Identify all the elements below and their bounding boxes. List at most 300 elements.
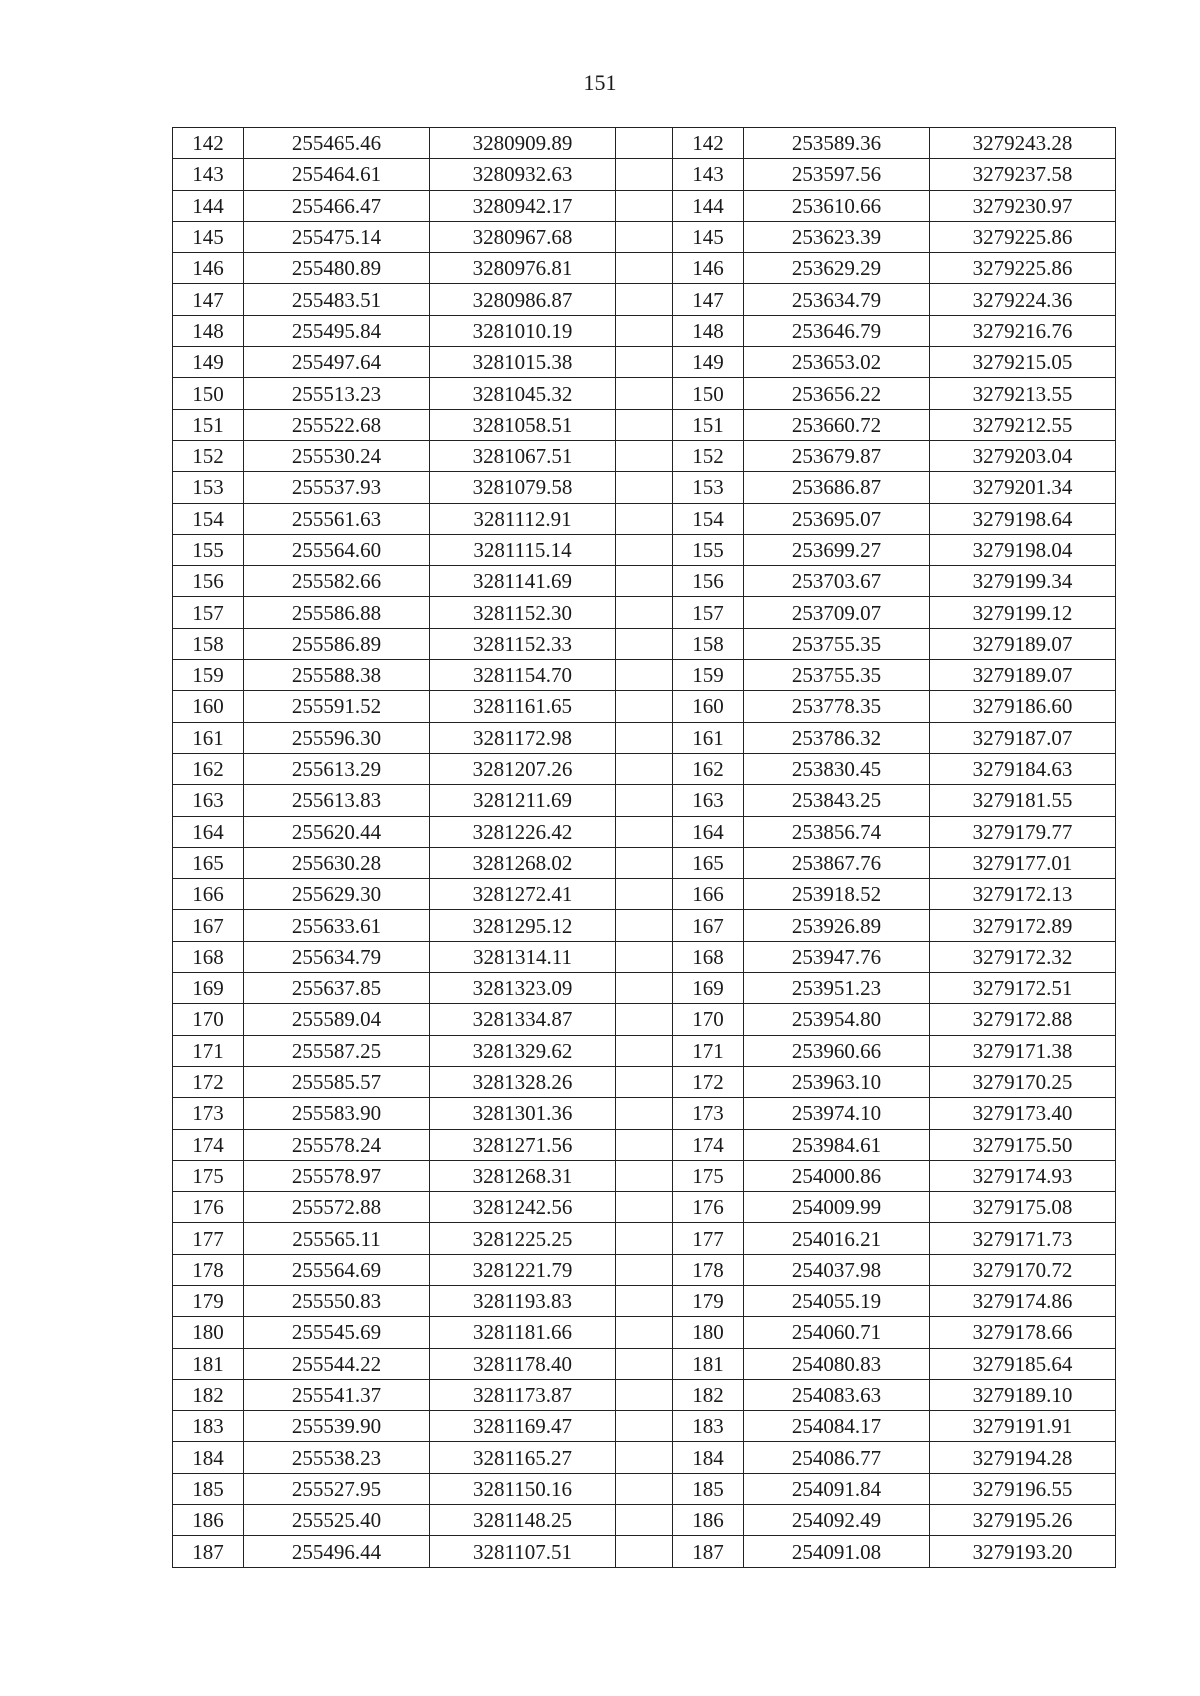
right-x-coordinate-cell: 253984.61 — [744, 1129, 930, 1160]
left-y-coordinate-cell: 3281225.25 — [430, 1223, 616, 1254]
right-point-number-cell: 184 — [673, 1442, 744, 1473]
left-point-number-cell: 148 — [173, 315, 244, 346]
left-x-coordinate-cell: 255564.60 — [244, 534, 430, 565]
left-point-number-cell: 185 — [173, 1473, 244, 1504]
spacer-cell — [616, 722, 673, 753]
right-point-number-cell: 176 — [673, 1192, 744, 1223]
right-y-coordinate-cell: 3279174.86 — [930, 1285, 1116, 1316]
right-y-coordinate-cell: 3279198.64 — [930, 503, 1116, 534]
table-row — [173, 159, 1116, 190]
right-point-number-cell: 177 — [673, 1223, 744, 1254]
right-y-coordinate-cell: 3279175.50 — [930, 1129, 1116, 1160]
left-y-coordinate-cell: 3281015.38 — [430, 347, 616, 378]
left-point-number-cell: 184 — [173, 1442, 244, 1473]
left-y-coordinate-cell: 3281329.62 — [430, 1035, 616, 1066]
right-x-coordinate-cell: 253610.66 — [744, 190, 930, 221]
left-y-coordinate-cell: 3281268.31 — [430, 1160, 616, 1191]
left-point-number-cell: 150 — [173, 378, 244, 409]
left-y-coordinate-cell: 3281334.87 — [430, 1004, 616, 1035]
spacer-cell — [616, 691, 673, 722]
right-point-number-cell: 178 — [673, 1254, 744, 1285]
right-point-number-cell: 171 — [673, 1035, 744, 1066]
spacer-cell — [616, 597, 673, 628]
table-row — [173, 785, 1116, 816]
right-x-coordinate-cell: 253634.79 — [744, 284, 930, 315]
right-x-coordinate-cell: 254080.83 — [744, 1348, 930, 1379]
right-x-coordinate-cell: 253686.87 — [744, 472, 930, 503]
spacer-cell — [616, 1129, 673, 1160]
left-point-number-cell: 144 — [173, 190, 244, 221]
table-row — [173, 816, 1116, 847]
left-y-coordinate-cell: 3281067.51 — [430, 440, 616, 471]
right-point-number-cell: 185 — [673, 1473, 744, 1504]
left-x-coordinate-cell: 255527.95 — [244, 1473, 430, 1504]
left-y-coordinate-cell: 3281272.41 — [430, 879, 616, 910]
right-y-coordinate-cell: 3279213.55 — [930, 378, 1116, 409]
spacer-cell — [616, 347, 673, 378]
right-point-number-cell: 187 — [673, 1536, 744, 1567]
table-row — [173, 1192, 1116, 1223]
table-row — [173, 1348, 1116, 1379]
table-row — [173, 284, 1116, 315]
left-y-coordinate-cell: 3281271.56 — [430, 1129, 616, 1160]
right-y-coordinate-cell: 3279179.77 — [930, 816, 1116, 847]
right-point-number-cell: 158 — [673, 628, 744, 659]
left-point-number-cell: 183 — [173, 1411, 244, 1442]
right-point-number-cell: 174 — [673, 1129, 744, 1160]
left-x-coordinate-cell: 255541.37 — [244, 1379, 430, 1410]
right-x-coordinate-cell: 253951.23 — [744, 973, 930, 1004]
spacer-cell — [616, 1285, 673, 1316]
left-point-number-cell: 169 — [173, 973, 244, 1004]
right-y-coordinate-cell: 3279177.01 — [930, 847, 1116, 878]
right-point-number-cell: 183 — [673, 1411, 744, 1442]
left-x-coordinate-cell: 255497.64 — [244, 347, 430, 378]
table-row — [173, 440, 1116, 471]
left-point-number-cell: 156 — [173, 566, 244, 597]
right-y-coordinate-cell: 3279237.58 — [930, 159, 1116, 190]
right-point-number-cell: 175 — [673, 1160, 744, 1191]
spacer-cell — [616, 284, 673, 315]
right-x-coordinate-cell: 254000.86 — [744, 1160, 930, 1191]
right-point-number-cell: 169 — [673, 973, 744, 1004]
left-x-coordinate-cell: 255545.69 — [244, 1317, 430, 1348]
left-x-coordinate-cell: 255483.51 — [244, 284, 430, 315]
table-row — [173, 534, 1116, 565]
table-row — [173, 1411, 1116, 1442]
right-point-number-cell: 157 — [673, 597, 744, 628]
left-x-coordinate-cell: 255586.89 — [244, 628, 430, 659]
table-row — [173, 409, 1116, 440]
spacer-cell — [616, 440, 673, 471]
left-x-coordinate-cell: 255480.89 — [244, 253, 430, 284]
right-y-coordinate-cell: 3279186.60 — [930, 691, 1116, 722]
right-y-coordinate-cell: 3279189.10 — [930, 1379, 1116, 1410]
spacer-cell — [616, 941, 673, 972]
right-x-coordinate-cell: 253918.52 — [744, 879, 930, 910]
left-y-coordinate-cell: 3281173.87 — [430, 1379, 616, 1410]
left-point-number-cell: 154 — [173, 503, 244, 534]
left-x-coordinate-cell: 255525.40 — [244, 1505, 430, 1536]
spacer-cell — [616, 128, 673, 159]
right-x-coordinate-cell: 253926.89 — [744, 910, 930, 941]
table-row — [173, 1223, 1116, 1254]
right-point-number-cell: 153 — [673, 472, 744, 503]
left-x-coordinate-cell: 255578.97 — [244, 1160, 430, 1191]
table-row — [173, 315, 1116, 346]
spacer-cell — [616, 534, 673, 565]
right-point-number-cell: 145 — [673, 221, 744, 252]
left-y-coordinate-cell: 3281045.32 — [430, 378, 616, 409]
left-x-coordinate-cell: 255561.63 — [244, 503, 430, 534]
right-point-number-cell: 173 — [673, 1098, 744, 1129]
left-point-number-cell: 158 — [173, 628, 244, 659]
left-y-coordinate-cell: 3281211.69 — [430, 785, 616, 816]
left-point-number-cell: 145 — [173, 221, 244, 252]
right-x-coordinate-cell: 253597.56 — [744, 159, 930, 190]
right-x-coordinate-cell: 254083.63 — [744, 1379, 930, 1410]
spacer-cell — [616, 503, 673, 534]
table-row — [173, 597, 1116, 628]
left-y-coordinate-cell: 3281165.27 — [430, 1442, 616, 1473]
right-point-number-cell: 146 — [673, 253, 744, 284]
left-x-coordinate-cell: 255637.85 — [244, 973, 430, 1004]
table-row — [173, 973, 1116, 1004]
right-point-number-cell: 172 — [673, 1066, 744, 1097]
left-y-coordinate-cell: 3281169.47 — [430, 1411, 616, 1442]
right-x-coordinate-cell: 253867.76 — [744, 847, 930, 878]
table-row — [173, 1129, 1116, 1160]
right-y-coordinate-cell: 3279181.55 — [930, 785, 1116, 816]
right-y-coordinate-cell: 3279175.08 — [930, 1192, 1116, 1223]
right-x-coordinate-cell: 253623.39 — [744, 221, 930, 252]
right-x-coordinate-cell: 253653.02 — [744, 347, 930, 378]
left-point-number-cell: 142 — [173, 128, 244, 159]
spacer-cell — [616, 1004, 673, 1035]
table-row — [173, 1505, 1116, 1536]
right-x-coordinate-cell: 254084.17 — [744, 1411, 930, 1442]
right-x-coordinate-cell: 253703.67 — [744, 566, 930, 597]
left-point-number-cell: 170 — [173, 1004, 244, 1035]
spacer-cell — [616, 1348, 673, 1379]
left-y-coordinate-cell: 3281181.66 — [430, 1317, 616, 1348]
left-y-coordinate-cell: 3280967.68 — [430, 221, 616, 252]
right-x-coordinate-cell: 253954.80 — [744, 1004, 930, 1035]
right-point-number-cell: 143 — [673, 159, 744, 190]
left-x-coordinate-cell: 255613.29 — [244, 753, 430, 784]
right-y-coordinate-cell: 3279170.72 — [930, 1254, 1116, 1285]
right-y-coordinate-cell: 3279225.86 — [930, 253, 1116, 284]
right-y-coordinate-cell: 3279174.93 — [930, 1160, 1116, 1191]
left-x-coordinate-cell: 255634.79 — [244, 941, 430, 972]
left-y-coordinate-cell: 3281295.12 — [430, 910, 616, 941]
left-x-coordinate-cell: 255586.88 — [244, 597, 430, 628]
left-x-coordinate-cell: 255466.47 — [244, 190, 430, 221]
right-x-coordinate-cell: 254055.19 — [744, 1285, 930, 1316]
right-point-number-cell: 166 — [673, 879, 744, 910]
coordinates-table — [172, 127, 1116, 1568]
spacer-cell — [616, 1066, 673, 1097]
left-point-number-cell: 174 — [173, 1129, 244, 1160]
table-row — [173, 1066, 1116, 1097]
right-point-number-cell: 161 — [673, 722, 744, 753]
left-x-coordinate-cell: 255495.84 — [244, 315, 430, 346]
left-point-number-cell: 165 — [173, 847, 244, 878]
left-y-coordinate-cell: 3281242.56 — [430, 1192, 616, 1223]
left-y-coordinate-cell: 3281314.11 — [430, 941, 616, 972]
spacer-cell — [616, 378, 673, 409]
table-row — [173, 472, 1116, 503]
right-x-coordinate-cell: 253695.07 — [744, 503, 930, 534]
left-point-number-cell: 143 — [173, 159, 244, 190]
left-point-number-cell: 147 — [173, 284, 244, 315]
right-x-coordinate-cell: 254060.71 — [744, 1317, 930, 1348]
left-y-coordinate-cell: 3280942.17 — [430, 190, 616, 221]
right-x-coordinate-cell: 253589.36 — [744, 128, 930, 159]
right-point-number-cell: 149 — [673, 347, 744, 378]
left-point-number-cell: 171 — [173, 1035, 244, 1066]
spacer-cell — [616, 1536, 673, 1567]
left-point-number-cell: 186 — [173, 1505, 244, 1536]
left-x-coordinate-cell: 255564.69 — [244, 1254, 430, 1285]
spacer-cell — [616, 1098, 673, 1129]
left-x-coordinate-cell: 255530.24 — [244, 440, 430, 471]
table-row — [173, 1473, 1116, 1504]
right-x-coordinate-cell: 253699.27 — [744, 534, 930, 565]
left-y-coordinate-cell: 3281301.36 — [430, 1098, 616, 1129]
left-point-number-cell: 160 — [173, 691, 244, 722]
left-point-number-cell: 159 — [173, 660, 244, 691]
table-row — [173, 1285, 1116, 1316]
right-point-number-cell: 186 — [673, 1505, 744, 1536]
spacer-cell — [616, 660, 673, 691]
left-point-number-cell: 155 — [173, 534, 244, 565]
left-point-number-cell: 182 — [173, 1379, 244, 1410]
left-point-number-cell: 172 — [173, 1066, 244, 1097]
spacer-cell — [616, 190, 673, 221]
right-y-coordinate-cell: 3279201.34 — [930, 472, 1116, 503]
left-point-number-cell: 151 — [173, 409, 244, 440]
left-point-number-cell: 177 — [173, 1223, 244, 1254]
spacer-cell — [616, 1223, 673, 1254]
left-x-coordinate-cell: 255550.83 — [244, 1285, 430, 1316]
right-point-number-cell: 156 — [673, 566, 744, 597]
right-x-coordinate-cell: 254009.99 — [744, 1192, 930, 1223]
right-y-coordinate-cell: 3279194.28 — [930, 1442, 1116, 1473]
right-x-coordinate-cell: 253843.25 — [744, 785, 930, 816]
left-x-coordinate-cell: 255522.68 — [244, 409, 430, 440]
left-y-coordinate-cell: 3281172.98 — [430, 722, 616, 753]
left-x-coordinate-cell: 255544.22 — [244, 1348, 430, 1379]
right-y-coordinate-cell: 3279224.36 — [930, 284, 1116, 315]
left-point-number-cell: 167 — [173, 910, 244, 941]
right-y-coordinate-cell: 3279172.89 — [930, 910, 1116, 941]
left-y-coordinate-cell: 3281079.58 — [430, 472, 616, 503]
right-y-coordinate-cell: 3279189.07 — [930, 628, 1116, 659]
right-y-coordinate-cell: 3279172.32 — [930, 941, 1116, 972]
spacer-cell — [616, 1411, 673, 1442]
left-y-coordinate-cell: 3281150.16 — [430, 1473, 616, 1504]
left-point-number-cell: 161 — [173, 722, 244, 753]
table-row — [173, 1442, 1116, 1473]
left-point-number-cell: 166 — [173, 879, 244, 910]
right-point-number-cell: 151 — [673, 409, 744, 440]
spacer-cell — [616, 973, 673, 1004]
table-row — [173, 221, 1116, 252]
table-row — [173, 910, 1116, 941]
spacer-cell — [616, 1192, 673, 1223]
left-x-coordinate-cell: 255587.25 — [244, 1035, 430, 1066]
right-x-coordinate-cell: 253947.76 — [744, 941, 930, 972]
right-y-coordinate-cell: 3279230.97 — [930, 190, 1116, 221]
spacer-cell — [616, 1473, 673, 1504]
left-point-number-cell: 152 — [173, 440, 244, 471]
spacer-cell — [616, 1442, 673, 1473]
right-y-coordinate-cell: 3279185.64 — [930, 1348, 1116, 1379]
table-row — [173, 1004, 1116, 1035]
table-row — [173, 660, 1116, 691]
table-row — [173, 1379, 1116, 1410]
left-y-coordinate-cell: 3281207.26 — [430, 753, 616, 784]
right-x-coordinate-cell: 254091.84 — [744, 1473, 930, 1504]
left-x-coordinate-cell: 255539.90 — [244, 1411, 430, 1442]
left-x-coordinate-cell: 255572.88 — [244, 1192, 430, 1223]
right-x-coordinate-cell: 253963.10 — [744, 1066, 930, 1097]
spacer-cell — [616, 847, 673, 878]
spacer-cell — [616, 816, 673, 847]
left-y-coordinate-cell: 3281178.40 — [430, 1348, 616, 1379]
right-x-coordinate-cell: 253960.66 — [744, 1035, 930, 1066]
table-row — [173, 879, 1116, 910]
right-x-coordinate-cell: 254016.21 — [744, 1223, 930, 1254]
right-y-coordinate-cell: 3279199.34 — [930, 566, 1116, 597]
spacer-cell — [616, 753, 673, 784]
right-point-number-cell: 160 — [673, 691, 744, 722]
left-point-number-cell: 187 — [173, 1536, 244, 1567]
right-y-coordinate-cell: 3279184.63 — [930, 753, 1116, 784]
right-y-coordinate-cell: 3279178.66 — [930, 1317, 1116, 1348]
left-point-number-cell: 153 — [173, 472, 244, 503]
right-x-coordinate-cell: 253660.72 — [744, 409, 930, 440]
right-x-coordinate-cell: 253656.22 — [744, 378, 930, 409]
right-x-coordinate-cell: 253786.32 — [744, 722, 930, 753]
table-row — [173, 722, 1116, 753]
table-row — [173, 190, 1116, 221]
right-x-coordinate-cell: 254037.98 — [744, 1254, 930, 1285]
right-x-coordinate-cell: 253646.79 — [744, 315, 930, 346]
table-row — [173, 753, 1116, 784]
spacer-cell — [616, 315, 673, 346]
left-x-coordinate-cell: 255583.90 — [244, 1098, 430, 1129]
spacer-cell — [616, 409, 673, 440]
right-point-number-cell: 180 — [673, 1317, 744, 1348]
left-y-coordinate-cell: 3280976.81 — [430, 253, 616, 284]
left-x-coordinate-cell: 255465.46 — [244, 128, 430, 159]
table-row — [173, 691, 1116, 722]
right-y-coordinate-cell: 3279170.25 — [930, 1066, 1116, 1097]
right-point-number-cell: 155 — [673, 534, 744, 565]
left-y-coordinate-cell: 3281221.79 — [430, 1254, 616, 1285]
right-y-coordinate-cell: 3279243.28 — [930, 128, 1116, 159]
left-y-coordinate-cell: 3281010.19 — [430, 315, 616, 346]
right-point-number-cell: 170 — [673, 1004, 744, 1035]
right-x-coordinate-cell: 253629.29 — [744, 253, 930, 284]
left-y-coordinate-cell: 3281107.51 — [430, 1536, 616, 1567]
spacer-cell — [616, 566, 673, 597]
table-row — [173, 566, 1116, 597]
left-point-number-cell: 181 — [173, 1348, 244, 1379]
right-y-coordinate-cell: 3279225.86 — [930, 221, 1116, 252]
left-y-coordinate-cell: 3280932.63 — [430, 159, 616, 190]
right-point-number-cell: 159 — [673, 660, 744, 691]
spacer-cell — [616, 472, 673, 503]
left-point-number-cell: 168 — [173, 941, 244, 972]
left-y-coordinate-cell: 3281148.25 — [430, 1505, 616, 1536]
left-point-number-cell: 146 — [173, 253, 244, 284]
right-x-coordinate-cell: 254092.49 — [744, 1505, 930, 1536]
right-y-coordinate-cell: 3279196.55 — [930, 1473, 1116, 1504]
left-y-coordinate-cell: 3280909.89 — [430, 128, 616, 159]
right-y-coordinate-cell: 3279203.04 — [930, 440, 1116, 471]
right-point-number-cell: 167 — [673, 910, 744, 941]
right-y-coordinate-cell: 3279187.07 — [930, 722, 1116, 753]
left-point-number-cell: 162 — [173, 753, 244, 784]
table-row — [173, 628, 1116, 659]
right-y-coordinate-cell: 3279171.73 — [930, 1223, 1116, 1254]
right-y-coordinate-cell: 3279195.26 — [930, 1505, 1116, 1536]
spacer-cell — [616, 1379, 673, 1410]
table-row — [173, 1098, 1116, 1129]
table-row — [173, 128, 1116, 159]
right-x-coordinate-cell: 253778.35 — [744, 691, 930, 722]
left-point-number-cell: 180 — [173, 1317, 244, 1348]
right-y-coordinate-cell: 3279193.20 — [930, 1536, 1116, 1567]
spacer-cell — [616, 1160, 673, 1191]
left-point-number-cell: 173 — [173, 1098, 244, 1129]
left-point-number-cell: 157 — [173, 597, 244, 628]
left-x-coordinate-cell: 255578.24 — [244, 1129, 430, 1160]
left-y-coordinate-cell: 3281141.69 — [430, 566, 616, 597]
right-point-number-cell: 165 — [673, 847, 744, 878]
table-row — [173, 1536, 1116, 1567]
left-y-coordinate-cell: 3281152.33 — [430, 628, 616, 659]
left-y-coordinate-cell: 3281154.70 — [430, 660, 616, 691]
right-y-coordinate-cell: 3279189.07 — [930, 660, 1116, 691]
left-x-coordinate-cell: 255620.44 — [244, 816, 430, 847]
right-x-coordinate-cell: 254091.08 — [744, 1536, 930, 1567]
left-x-coordinate-cell: 255538.23 — [244, 1442, 430, 1473]
left-x-coordinate-cell: 255589.04 — [244, 1004, 430, 1035]
table-row — [173, 347, 1116, 378]
left-x-coordinate-cell: 255475.14 — [244, 221, 430, 252]
left-x-coordinate-cell: 255629.30 — [244, 879, 430, 910]
left-x-coordinate-cell: 255565.11 — [244, 1223, 430, 1254]
right-x-coordinate-cell: 254086.77 — [744, 1442, 930, 1473]
left-x-coordinate-cell: 255464.61 — [244, 159, 430, 190]
table-row — [173, 1035, 1116, 1066]
right-y-coordinate-cell: 3279173.40 — [930, 1098, 1116, 1129]
coordinates-table-body — [173, 128, 1116, 1568]
left-x-coordinate-cell: 255613.83 — [244, 785, 430, 816]
right-point-number-cell: 152 — [673, 440, 744, 471]
right-y-coordinate-cell: 3279199.12 — [930, 597, 1116, 628]
left-x-coordinate-cell: 255633.61 — [244, 910, 430, 941]
spacer-cell — [616, 159, 673, 190]
right-point-number-cell: 150 — [673, 378, 744, 409]
left-point-number-cell: 179 — [173, 1285, 244, 1316]
right-point-number-cell: 144 — [673, 190, 744, 221]
spacer-cell — [616, 1254, 673, 1285]
